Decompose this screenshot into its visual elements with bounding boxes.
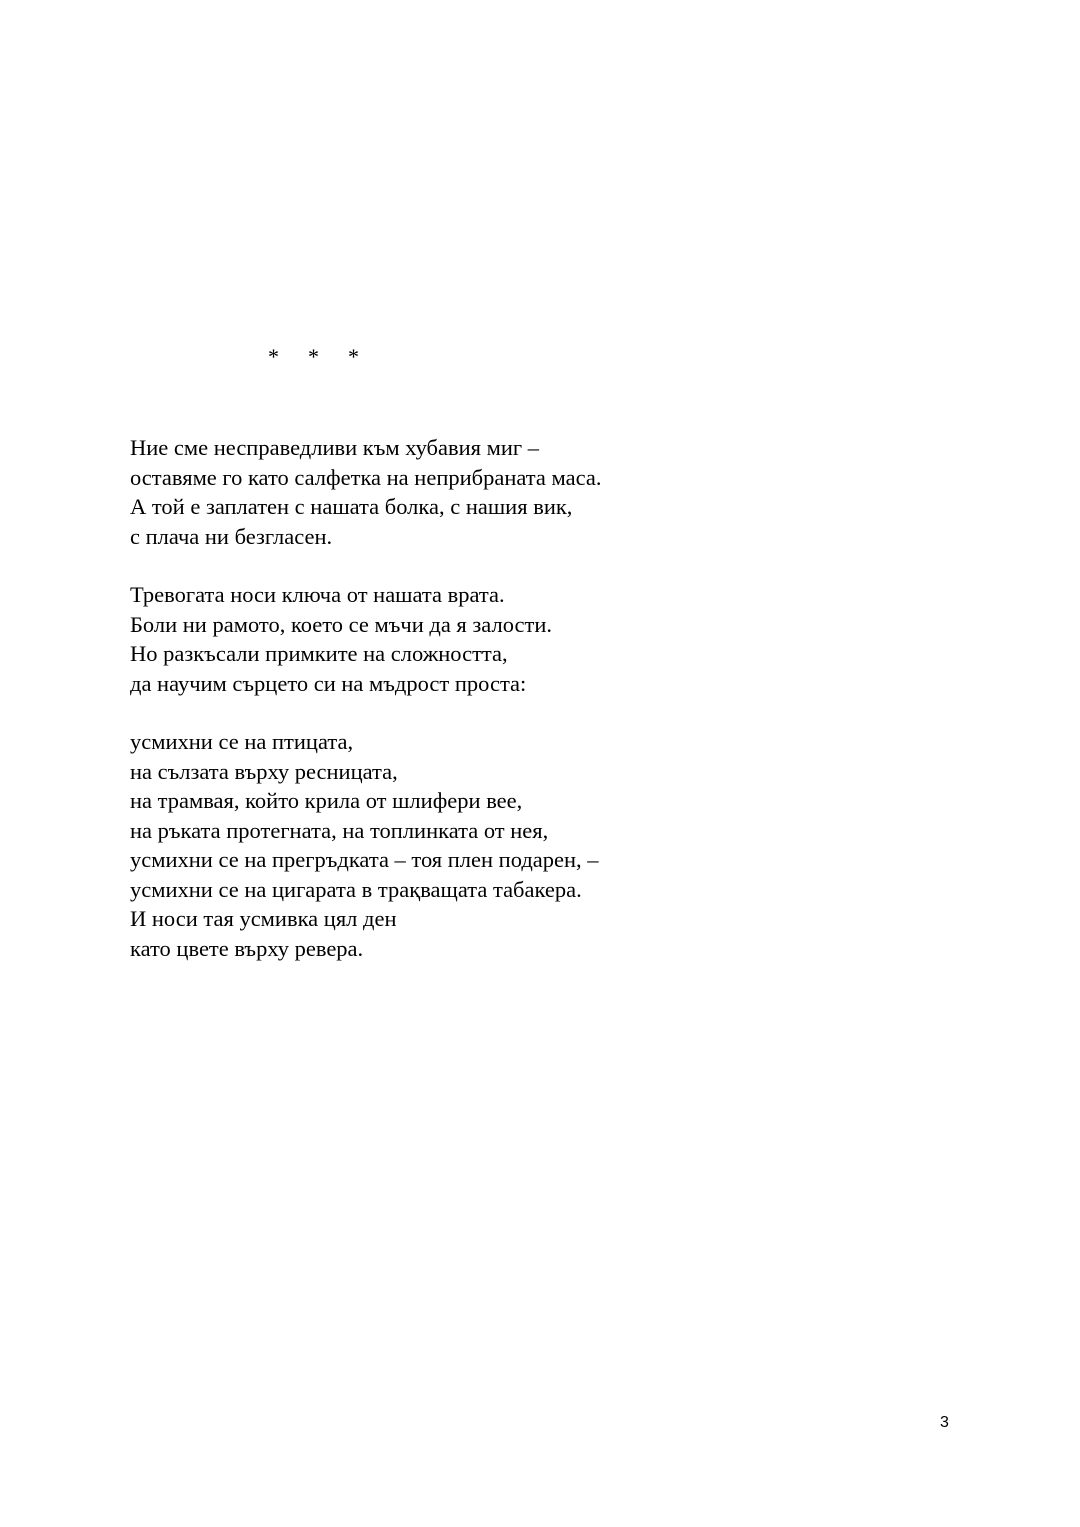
poem-line: усмихни се на птицата, bbox=[130, 729, 354, 754]
stanza bbox=[130, 727, 950, 963]
poem-line: на сълзата върху ресницата, bbox=[130, 758, 398, 784]
poem-line: Боли ни рамото, което се мъчи да я залости. bbox=[130, 611, 553, 637]
poem-line: Ние сме несправедливи към хубавия миг – bbox=[130, 435, 540, 460]
stanza bbox=[130, 580, 950, 698]
poem-line: А той е заплатен с нашата болка, с нашия вик, bbox=[130, 494, 573, 519]
poem-line: Тревогата носи ключа от нашата врата. bbox=[130, 582, 505, 607]
poem-line: оставяме го като салфетка на неприбраната маса. bbox=[130, 464, 602, 490]
poem-line: Но разкъсали примките на сложността, bbox=[130, 641, 508, 666]
poem-line: да научим сърцето си на мъдрост проста: bbox=[130, 670, 527, 696]
section-separator: * * * bbox=[268, 344, 365, 369]
poem-line: с плача ни безгласен. bbox=[130, 523, 333, 549]
poem-line: на ръката протегната, на топлинката от нея, bbox=[130, 817, 549, 843]
poem-line: като цвете върху ревера. bbox=[130, 935, 364, 961]
poem-line: усмихни се на прегръдката – тоя плен подарен, – bbox=[130, 847, 599, 872]
poem-body bbox=[130, 433, 950, 992]
poem-line: усмихни се на цигарата в трақващата табакера. bbox=[130, 876, 582, 902]
poem-line: И носи тая усмивка цял ден bbox=[130, 906, 397, 931]
poem-line: на трамвая, който крила от шлифери вее, bbox=[130, 788, 523, 813]
page-number: 3 bbox=[940, 1414, 949, 1431]
stanza bbox=[130, 433, 950, 551]
